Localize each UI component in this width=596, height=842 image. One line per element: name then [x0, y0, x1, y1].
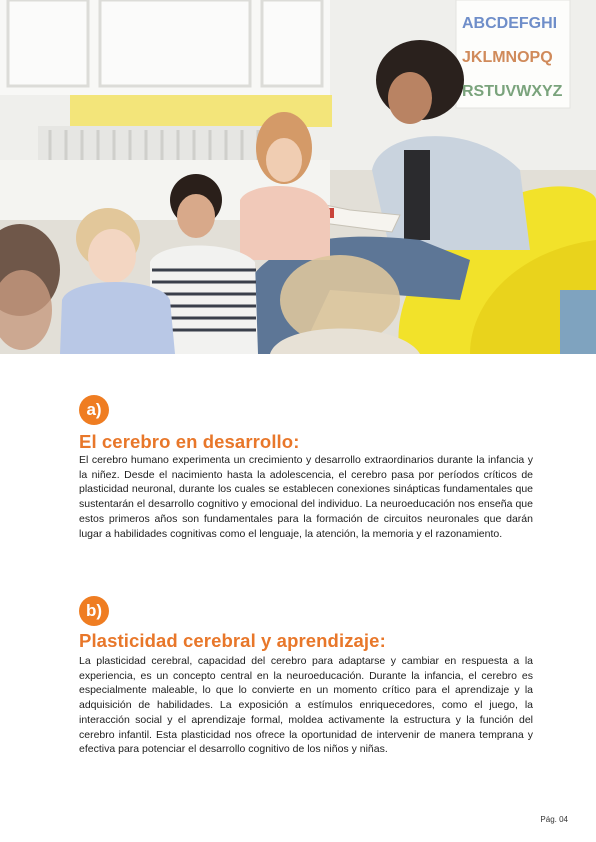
section-badge-b: b) — [79, 596, 109, 626]
classroom-illustration — [0, 0, 596, 354]
hero-photo — [0, 0, 596, 354]
section-badge-a: a) — [79, 395, 109, 425]
section-title-b: Plasticidad cerebral y aprendizaje: — [79, 630, 386, 651]
section-body-a: El cerebro humano experimenta un crecimiento y desarrollo extraordinarios durante la infancia y la niñez. Desde el nacimiento hasta la adolescencia, el cerebro pasa por períodos críticos de plasticidad neuronal, durante los cuales se establecen conexiones sinápticas fundamentales que sustentarán el desarrollo cognitivo y emocional del individuo. La neuroeducación nos enseña que estos primeros años son fundamentales para la formación de circuitos neuronales que darán lugar a habilidades cognitivas como el lenguaje, la atención, la memoria y el razonamiento. — [79, 454, 533, 540]
section-title-a: El cerebro en desarrollo: — [79, 431, 300, 452]
alphabet-poster-row2: JKLMNOPQ — [462, 49, 553, 66]
section-body-b: La plasticidad cerebral, capacidad del cerebro para adaptarse y cambiar en respuesta a la experiencia, es un concepto central en la neuroeducación. Durante la infancia, el cerebro es especialmente maleable, lo que lo convierte en un momento crítico para el aprendizaje y la adquisición de habilidades. La exposición a estímulos enriquecedores, como el juego, la interacción social y el aprendizaje formal, moldea activamente la estructura y la función del cerebro infantil. Esta plasticidad nos ofrece la oportunidad de intervenir de manera temprana y efectiva para potenciar el desarrollo cognitivo de los niños y niñas. — [79, 655, 533, 756]
alphabet-poster-row1: ABCDEFGHI — [462, 15, 558, 32]
alphabet-poster-row3: RSTUVWXYZ — [462, 83, 563, 100]
page-number: Pág. 04 — [540, 815, 568, 824]
